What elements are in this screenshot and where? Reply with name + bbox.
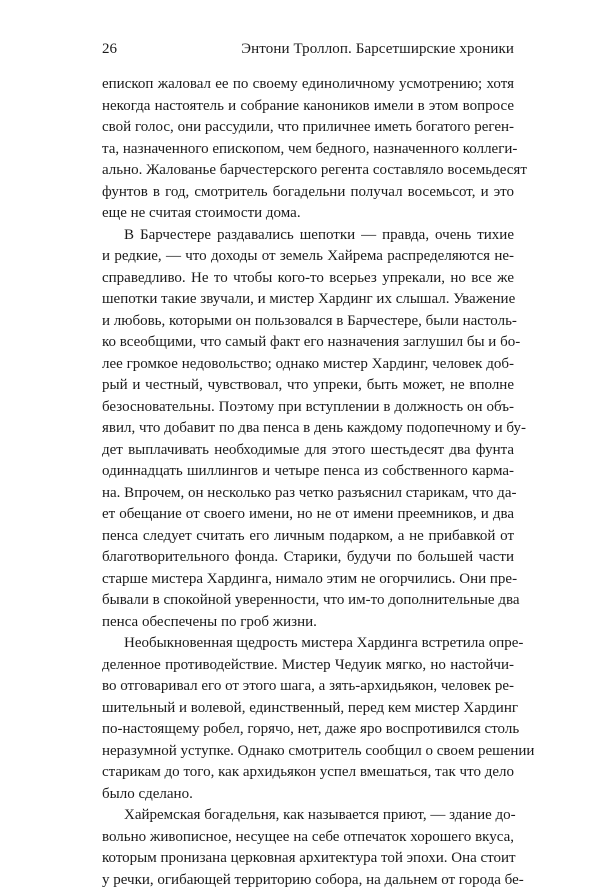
text-line: было сделано. <box>102 784 514 806</box>
text-line: шительный и волевой, единственный, перед кем мистер Хардинг <box>102 698 514 720</box>
text-line: пенса следует считать его личным подарком, а не прибавкой от <box>102 526 514 548</box>
text-line: благотворительного фонда. Старики, будучи по большей части <box>102 547 514 569</box>
text-line: и любовь, которыми он пользовался в Барчестере, были настоль- <box>102 311 514 333</box>
text-line: пенса обеспечены по гроб жизни. <box>102 612 514 634</box>
text-line: лее громкое недовольство; однако мистер Хардинг, человек доб- <box>102 354 514 376</box>
text-line: дет выплачивать необходимые для этого шестьдесят два фунта <box>102 440 514 462</box>
text-line: на. Впрочем, он несколько раз четко разъяснил старикам, что да- <box>102 483 514 505</box>
text-line: свой голос, они рассудили, что приличнее иметь богатого реген- <box>102 117 514 139</box>
text-line: старикам до того, как архидьякон успел вмешаться, так что дело <box>102 762 514 784</box>
text-line: шепотки такие звучали, и мистер Хардинг их слышал. Уважение <box>102 289 514 311</box>
text-line: В Барчестере раздавались шепотки — правда, очень тихие <box>102 225 514 247</box>
text-line: Хайремская богадельня, как называется приют, — здание до- <box>102 805 514 827</box>
text-line: явил, что добавит по два пенса в день каждому подопечному и бу- <box>102 418 514 440</box>
text-line: старше мистера Хардинга, нимало этим не огорчились. Они пре- <box>102 569 514 591</box>
text-line: ко всеобщими, что самый факт его назначения заглушил бы и бо- <box>102 332 514 354</box>
text-line: у речки, огибающей территорию собора, на дальнем от города бе- <box>102 870 514 891</box>
text-line: и редкие, — что доходы от земель Хайрема распределяются не- <box>102 246 514 268</box>
text-line: ет обещание от своего имени, но не от имени преемников, и два <box>102 504 514 526</box>
text-line: справедливо. Не то чтобы кого-то всерьез упрекали, но все же <box>102 268 514 290</box>
text-line: еще не считая стоимости дома. <box>102 203 514 225</box>
text-line: ально. Жалованье барчестерского регента составляло восемьдесят <box>102 160 514 182</box>
text-line: фунтов в год, смотритель богадельни получал восемьсот, и это <box>102 182 514 204</box>
running-title: Энтони Троллоп. Барсетширские хроники <box>241 40 514 58</box>
text-line: одиннадцать шиллингов и четыре пенса из собственного карма- <box>102 461 514 483</box>
text-line: во отговаривал его от этого шага, а зять-архидьякон, человек ре- <box>102 676 514 698</box>
text-line: неразумной уступке. Однако смотритель сообщил о своем решении <box>102 741 514 763</box>
text-line: которым пронизана церковная архитектура той эпохи. Она стоит <box>102 848 514 870</box>
text-line: вольно живописное, несущее на себе отпечаток хорошего вкуса, <box>102 827 514 849</box>
body-text <box>102 74 514 891</box>
text-line: та, назначенного епископом, чем бедного, назначенного коллеги- <box>102 139 514 161</box>
text-line: Необыкновенная щедрость мистера Хардинга встретила опре- <box>102 633 514 655</box>
text-line: безосновательны. Поэтому при вступлении в должность он объ- <box>102 397 514 419</box>
text-line: некогда настоятель и собрание каноников имели в этом вопросе <box>102 96 514 118</box>
text-line: рый и честный, чувствовал, что упреки, быть может, не вполне <box>102 375 514 397</box>
text-line: бывали в спокойной уверенности, что им-то дополнительные два <box>102 590 514 612</box>
text-line: епископ жаловал ее по своему единоличному усмотрению; хотя <box>102 74 514 96</box>
text-line: деленное противодействие. Мистер Чедуик мягко, но настойчи- <box>102 655 514 677</box>
text-line: по-настоящему робел, горячо, нет, даже яро воспротивился столь <box>102 719 514 741</box>
page-number: 26 <box>102 40 117 58</box>
